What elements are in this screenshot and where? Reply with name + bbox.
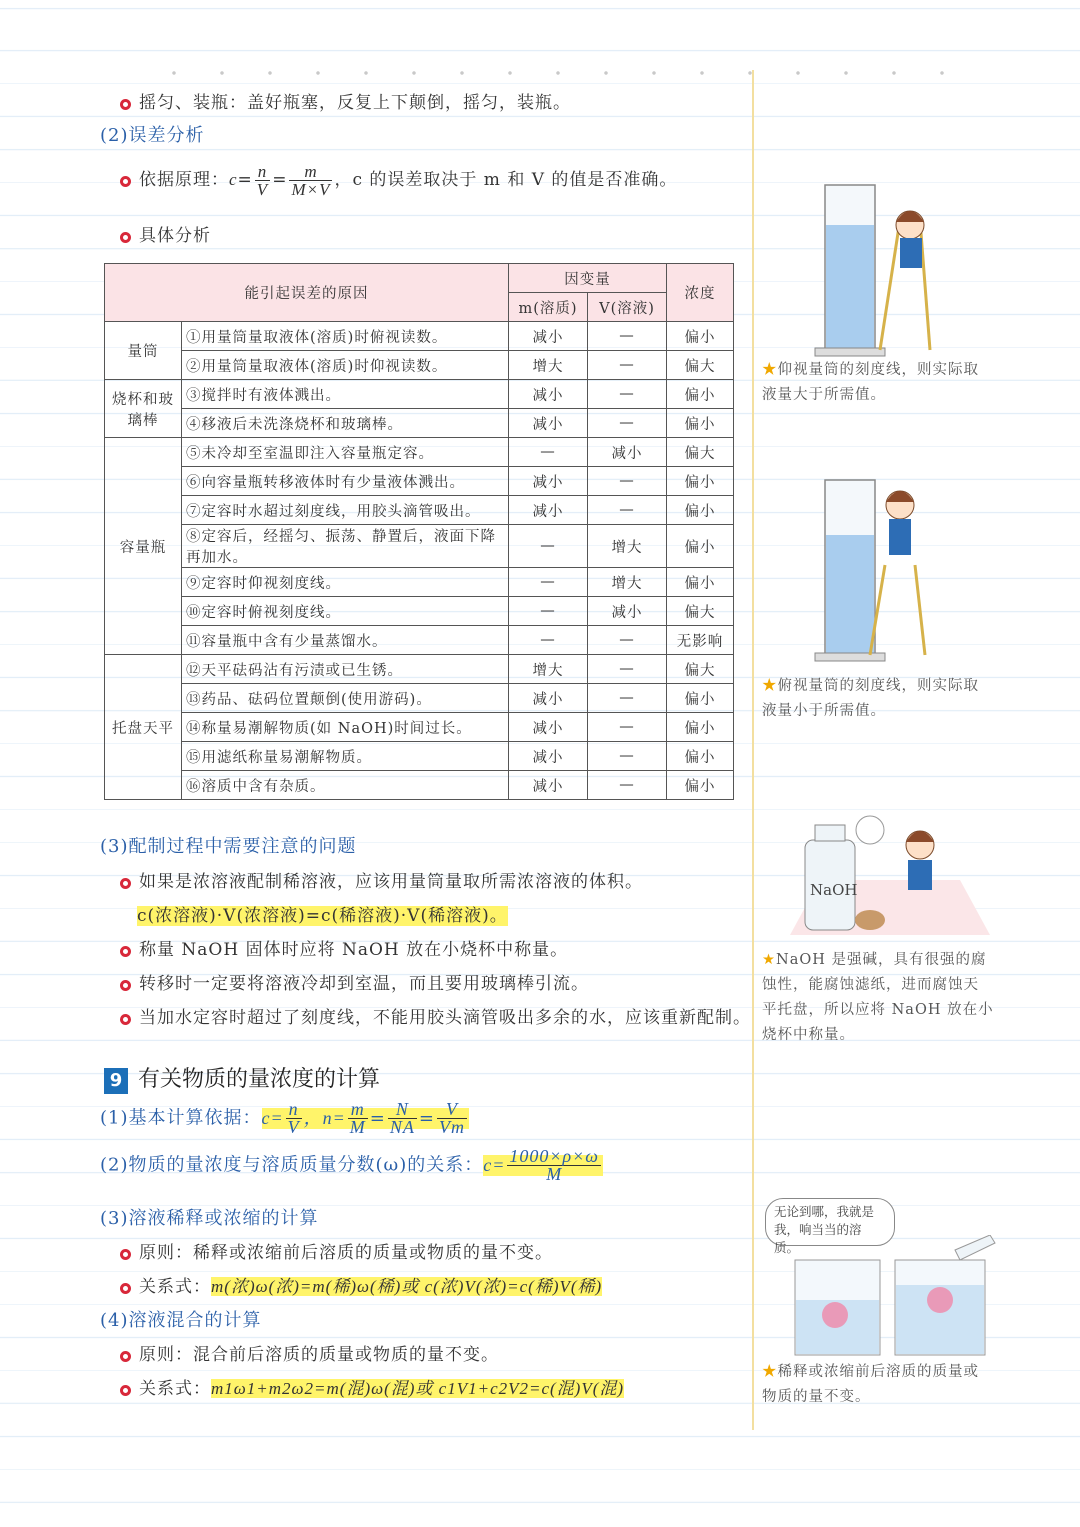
cell-m: — [509, 626, 588, 655]
dilution-principle: 原则：稀释或浓缩前后溶质的质量或物质的量不变。 [120, 1238, 553, 1263]
cell-m: — [509, 525, 588, 568]
section-number-badge: 9 [104, 1068, 128, 1094]
cell-reason: ①用量筒量取液体(溶质)时俯视读数。 [182, 322, 509, 351]
star-icon: ★ [762, 362, 778, 378]
cell-m: 减小 [509, 742, 588, 771]
cell-m: 减小 [509, 322, 588, 351]
bullet-icon [120, 946, 131, 957]
cylinder-downward-view-illustration [805, 475, 945, 665]
note-dilution: ★稀释或浓缩前后溶质的质量或物质的量不变。 [762, 1364, 979, 1405]
cell-reason: ⑭称量易潮解物质(如 NaOH)时间过长。 [182, 713, 509, 742]
subsection-error-analysis: (2)误差分析 [100, 125, 205, 146]
speech-bubble: 无论到哪，我就是我，响当当的溶质。 [765, 1198, 895, 1246]
cell-reason: ⑥向容量瓶转移液体时有少量液体溅出。 [182, 467, 509, 496]
header-m: m(溶质) [509, 293, 588, 322]
cell-c: 偏大 [667, 655, 734, 684]
category-cell: 量筒 [105, 322, 182, 380]
bullet-icon [120, 878, 131, 889]
svg-text:NaOH: NaOH [810, 881, 858, 899]
cell-c: 无影响 [667, 626, 734, 655]
category-cell: 托盘天平 [105, 655, 182, 800]
cell-m: 减小 [509, 496, 588, 525]
cell-m: — [509, 438, 588, 467]
header-variable: 因变量 [509, 264, 667, 293]
cell-v: — [588, 655, 667, 684]
table-row [105, 322, 734, 351]
fraction-m-over-mv: $\frac{m}{M\times V}$ [291, 162, 331, 199]
table-row [105, 713, 734, 742]
header-concentration: 浓度 [667, 264, 734, 322]
cell-v: — [588, 684, 667, 713]
margin-line [752, 70, 754, 1430]
table-row [105, 771, 734, 800]
table-row [105, 742, 734, 771]
subsection-attention: (3)配制过程中需要注意的问题 [100, 836, 357, 857]
header-v: V(溶液) [588, 293, 667, 322]
cell-v: 减小 [588, 438, 667, 467]
table-row [105, 409, 734, 438]
cell-c: 偏小 [667, 380, 734, 409]
concentration-relation: (2)物质的量浓度与溶质质量分数(ω)的关系：c= $\frac{1000\times\rho\times\omega}{M}$ [100, 1148, 603, 1183]
concentration-relation-formula: c= $\frac{1000\times\rho\times\omega}{M}$ [483, 1155, 603, 1176]
table-row [105, 568, 734, 597]
bullet-icon [120, 99, 131, 110]
cell-v: — [588, 409, 667, 438]
cell-v: — [588, 496, 667, 525]
cell-m: 减小 [509, 409, 588, 438]
table-row [105, 467, 734, 496]
cell-reason: ③搅拌时有液体溅出。 [182, 380, 509, 409]
beakers-illustration [790, 1235, 1000, 1360]
table-row [105, 684, 734, 713]
cell-reason: ④移液后未洗涤烧杯和玻璃棒。 [182, 409, 509, 438]
note-naoh: ★NaOH 是强碱，具有很强的腐蚀性，能腐蚀滤纸，进而腐蚀天平托盘，所以应将 NaOH 放在小烧杯中称量。 [762, 952, 994, 1043]
cell-reason: ⑧定容后，经摇匀、振荡、静置后，液面下降再加水。 [182, 525, 509, 568]
category-cell: 容量瓶 [105, 438, 182, 655]
cell-reason: ⑨定容时仰视刻度线。 [182, 568, 509, 597]
fraction-n-over-v: $\frac{n}{V}$ [256, 162, 269, 199]
cell-v: — [588, 771, 667, 800]
table-row [105, 438, 734, 467]
table-row [105, 380, 734, 409]
naoh-bottle-illustration [790, 800, 990, 940]
note-upward-view: ★仰视量筒的刻度线，则实际取液量大于所需值。 [762, 362, 979, 403]
cell-v: 增大 [588, 568, 667, 597]
specific-analysis: 具体分析 [120, 221, 211, 246]
cell-m: 减小 [509, 771, 588, 800]
category-cell: 烧杯和玻璃棒 [105, 380, 182, 438]
attention-item-3: 转移时一定要将溶液冷却到室温，而且要用玻璃棒引流。 [120, 969, 589, 994]
cell-v: 减小 [588, 597, 667, 626]
table-row [105, 597, 734, 626]
cell-v: — [588, 713, 667, 742]
table-row [105, 351, 734, 380]
bullet-icon [120, 980, 131, 991]
calc-basis: (1)基本计算依据：c= $\frac{n}{V}$ ，n= $\frac{m}{M}$ = $\frac{N}{NA}$ = $\frac{V}{Vm}$ [100, 1101, 469, 1136]
cell-c: 偏大 [667, 597, 734, 626]
table-row [105, 655, 734, 684]
star-icon: ★ [762, 1364, 778, 1380]
attention-item-4: 当加水定容时超过了刻度线，不能用胶头滴管吸出多余的水，应该重新配制。 [120, 1003, 751, 1028]
cell-c: 偏小 [667, 525, 734, 568]
cell-v: — [588, 626, 667, 655]
cell-reason: ⑯溶质中含有杂质。 [182, 771, 509, 800]
principle-line: 依据原理：c= $\frac{n}{V}$ = $\frac{m}{M\times V}$ ，c 的误差取决于 m 和 V 的值是否准确。 [120, 163, 677, 198]
cell-reason: ⑤未冷却至室温即注入容量瓶定容。 [182, 438, 509, 467]
cell-c: 偏小 [667, 568, 734, 597]
cell-reason: ⑩定容时俯视刻度线。 [182, 597, 509, 626]
cell-c: 偏小 [667, 496, 734, 525]
cell-reason: ②用量筒量取液体(溶质)时仰视读数。 [182, 351, 509, 380]
bullet-icon [120, 1283, 131, 1294]
cell-c: 偏大 [667, 351, 734, 380]
subsection-mixing: (4)溶液混合的计算 [100, 1310, 262, 1331]
calc-basis-formula: c= $\frac{n}{V}$ ，n= $\frac{m}{M}$ = $\frac{N}{NA}$ = $\frac{V}{Vm}$ [262, 1108, 470, 1129]
step-mix: 摇匀、装瓶：盖好瓶塞，反复上下颠倒，摇匀，装瓶。 [120, 88, 571, 113]
cell-c: 偏小 [667, 467, 734, 496]
cell-reason: ⑪容量瓶中含有少量蒸馏水。 [182, 626, 509, 655]
cell-c: 偏小 [667, 409, 734, 438]
cell-m: — [509, 568, 588, 597]
star-icon: ★ [762, 952, 776, 968]
cell-v: 增大 [588, 525, 667, 568]
table-row [105, 525, 734, 568]
bullet-icon [120, 1385, 131, 1396]
subsection-dilution: (3)溶液稀释或浓缩的计算 [100, 1208, 319, 1229]
table-row [105, 626, 734, 655]
bullet-icon [120, 1014, 131, 1025]
bullet-icon [120, 176, 131, 187]
attention-formula: c(浓溶液)·V(浓溶液)=c(稀溶液)·V(稀溶液)。 [137, 906, 508, 926]
table-row [105, 496, 734, 525]
cell-m: 减小 [509, 380, 588, 409]
cell-m: 减小 [509, 713, 588, 742]
cell-v: — [588, 467, 667, 496]
cell-c: 偏小 [667, 771, 734, 800]
cell-c: 偏小 [667, 742, 734, 771]
note-downward-view: ★俯视量筒的刻度线，则实际取液量小于所需值。 [762, 678, 979, 719]
top-dot-border [150, 70, 970, 76]
cell-c: 偏小 [667, 322, 734, 351]
cell-reason: ⑮用滤纸称量易潮解物质。 [182, 742, 509, 771]
attention-item-2: 称量 NaOH 固体时应将 NaOH 放在小烧杯中称量。 [120, 935, 568, 960]
cell-c: 偏小 [667, 713, 734, 742]
header-reason: 能引起误差的原因 [105, 264, 509, 322]
cell-m: — [509, 597, 588, 626]
attention-item-1: 如果是浓溶液配制稀溶液，应该用量筒量取所需浓溶液的体积。 [120, 867, 643, 892]
cell-c: 偏大 [667, 438, 734, 467]
mixing-relation: 关系式：m1ω1+m2ω2=m(混)ω(混)或 c1V1+c2V2=c(混)V(混) [120, 1374, 624, 1399]
star-icon: ★ [762, 678, 778, 694]
cell-m: 减小 [509, 684, 588, 713]
bullet-icon [120, 1351, 131, 1362]
cell-m: 减小 [509, 467, 588, 496]
section-9-title: 9 有关物质的量浓度的计算 [104, 1062, 380, 1094]
cylinder-upward-view-illustration [805, 180, 945, 360]
cell-reason: ⑦定容时水超过刻度线，用胶头滴管吸出。 [182, 496, 509, 525]
cell-c: 偏小 [667, 684, 734, 713]
cell-v: — [588, 322, 667, 351]
bullet-icon [120, 232, 131, 243]
cell-m: 增大 [509, 351, 588, 380]
dilution-relation: 关系式：m(浓)ω(浓)=m(稀)ω(稀)或 c(浓)V(浓)=c(稀)V(稀) [120, 1272, 602, 1297]
error-analysis-table [104, 263, 734, 800]
cell-m: 增大 [509, 655, 588, 684]
cell-v: — [588, 380, 667, 409]
cell-v: — [588, 742, 667, 771]
mixing-principle: 原则：混合前后溶质的质量或物质的量不变。 [120, 1340, 499, 1365]
bullet-icon [120, 1249, 131, 1260]
cell-reason: ⑬药品、砝码位置颠倒(使用游码)。 [182, 684, 509, 713]
cell-reason: ⑫天平砝码沾有污渍或已生锈。 [182, 655, 509, 684]
cell-v: — [588, 351, 667, 380]
